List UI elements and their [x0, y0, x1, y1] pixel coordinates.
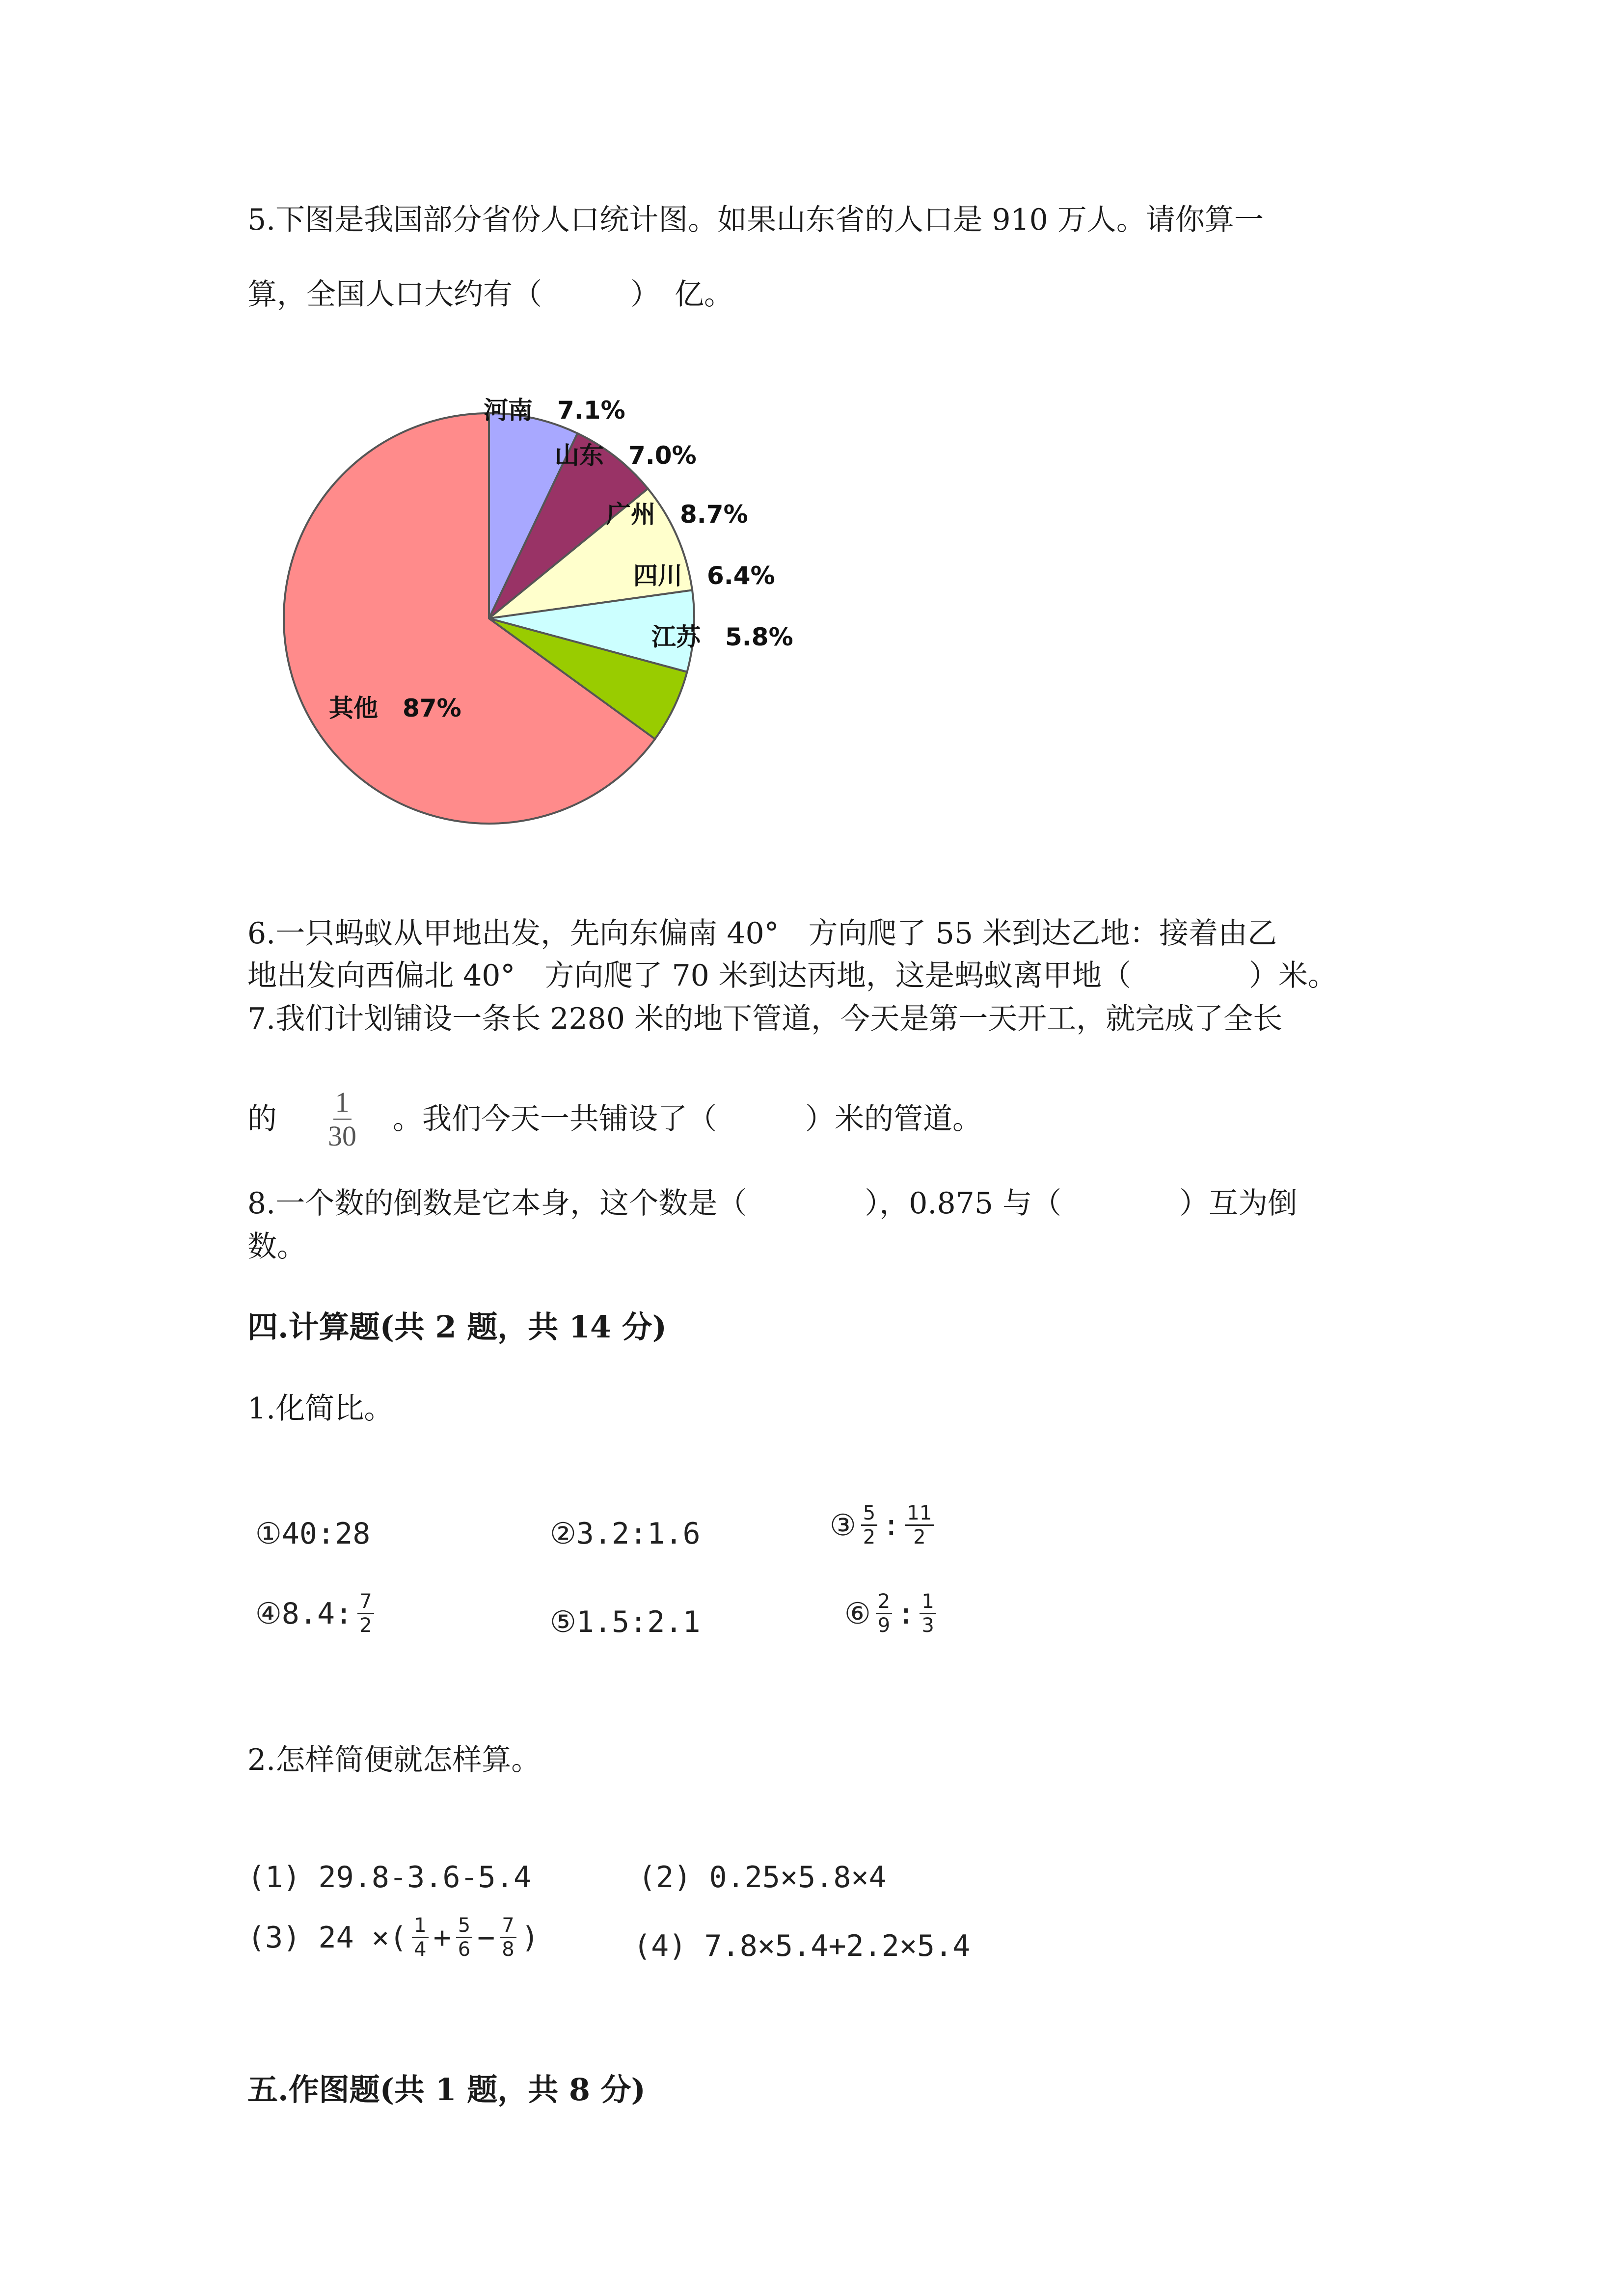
ratio-f — [844, 1590, 941, 1637]
ratio-d-n: 7 — [357, 1590, 374, 1614]
ratio-c-sep: : — [882, 1508, 900, 1543]
q8-line1: 8.一个数的倒数是它本身，这个数是（ ），0.875 与（ ）互为倒 — [247, 1186, 1298, 1221]
ratio-d-d: 2 — [359, 1614, 372, 1637]
q5-line2: 算，全国人口大约有（ ） 亿。 — [247, 277, 733, 312]
ratio-d-text: ④8.4: — [255, 1596, 353, 1631]
calc2-p3-n1: 1 — [412, 1914, 428, 1938]
ratio-c-frac2 — [905, 1502, 934, 1548]
calc2-title: 2.怎样简便就怎样算。 — [247, 1743, 541, 1777]
calc2-p3-n2: 5 — [456, 1914, 472, 1938]
calc2-p3-frac3 — [500, 1914, 516, 1961]
q7-fraction — [326, 1086, 358, 1152]
ratio-c-d2: 2 — [913, 1526, 926, 1548]
ratio-f-frac1 — [876, 1590, 892, 1637]
calc2-p3-op1: + — [433, 1920, 451, 1955]
pie-label-3: 四川 6.4% — [633, 561, 775, 590]
section4-title: 四.计算题(共 2 题，共 14 分) — [247, 1309, 667, 1345]
ratio-c-n1: 5 — [861, 1502, 877, 1526]
calc2-p1: (1) 29.8-3.6-5.4 — [247, 1860, 531, 1895]
ratio-f-frac2 — [920, 1590, 936, 1637]
pie-slices — [284, 413, 694, 824]
q7-fraction-den: 30 — [328, 1120, 356, 1152]
ratio-d — [255, 1590, 379, 1637]
calc2-p4: (4) 7.8×5.4+2.2×5.4 — [633, 1929, 971, 1963]
pie-label-1: 山东 7.0% — [555, 441, 697, 470]
q7-line1: 7.我们计划铺设一条长 2280 米的地下管道，今天是第一天开工，就完成了全长 — [247, 1002, 1283, 1036]
calc2-p3-pre: (3) 24 ×( — [247, 1920, 407, 1955]
calc2-p3-n3: 7 — [500, 1914, 516, 1938]
calc1-title: 1.化简比。 — [247, 1391, 394, 1426]
ratio-f-n2: 1 — [920, 1590, 936, 1614]
pie-label-2: 广州 8.7% — [606, 500, 748, 529]
q7-post: 。我们今天一共铺设了（ ）米的管道。 — [393, 1102, 982, 1136]
pie-label-0: 河南 7.1% — [484, 396, 625, 425]
calc2-p3 — [247, 1914, 539, 1961]
calc2-p2: (2) 0.25×5.8×4 — [638, 1860, 887, 1895]
ratio-f-sep: : — [897, 1596, 915, 1631]
calc2-p3-d1: 4 — [414, 1938, 427, 1961]
ratio-c-d1: 2 — [863, 1526, 876, 1548]
ratio-d-frac — [357, 1590, 374, 1637]
q7-line2 — [247, 1080, 982, 1158]
calc2-p3-post: ) — [521, 1920, 539, 1955]
ratio-f-d1: 9 — [877, 1614, 891, 1637]
ratio-b: ②3.2:1.6 — [550, 1517, 701, 1551]
q7-pre: 的 — [247, 1102, 277, 1136]
population-pie-chart — [275, 373, 864, 864]
ratio-f-n1: 2 — [876, 1590, 892, 1614]
pie-label-4: 江苏 5.8% — [651, 623, 793, 651]
ratio-c-mark: ③ — [830, 1508, 856, 1543]
q6-line2: 地出发向西偏北 40° 方向爬了 70 米到达丙地，这是蚂蚁离甲地（ ）米。 — [247, 959, 1337, 993]
section5-title: 五.作图题(共 1 题，共 8 分) — [247, 2072, 646, 2108]
ratio-f-d2: 3 — [921, 1614, 934, 1637]
q5-line1: 5.下图是我国部分省份人口统计图。如果山东省的人口是 910 万人。请你算一 — [247, 203, 1264, 237]
ratio-e: ⑤1.5:2.1 — [550, 1605, 701, 1639]
q7-fraction-num: 1 — [333, 1086, 352, 1120]
ratio-a: ①40:28 — [255, 1517, 371, 1551]
ratio-c — [830, 1502, 939, 1548]
q8-line2: 数。 — [247, 1229, 306, 1264]
calc2-p3-frac1 — [412, 1914, 428, 1961]
ratio-c-frac1 — [861, 1502, 877, 1548]
calc2-p3-frac2 — [456, 1914, 472, 1961]
calc2-p3-d3: 8 — [502, 1938, 514, 1961]
calc2-p3-op2: − — [477, 1920, 495, 1955]
pie-label-5: 其他 87% — [329, 694, 461, 722]
ratio-f-mark: ⑥ — [844, 1596, 871, 1631]
calc2-p3-d2: 6 — [458, 1938, 471, 1961]
ratio-c-n2: 11 — [905, 1502, 934, 1526]
q6-line1: 6.一只蚂蚁从甲地出发，先向东偏南 40° 方向爬了 55 米到达乙地：接着由乙 — [247, 916, 1277, 951]
